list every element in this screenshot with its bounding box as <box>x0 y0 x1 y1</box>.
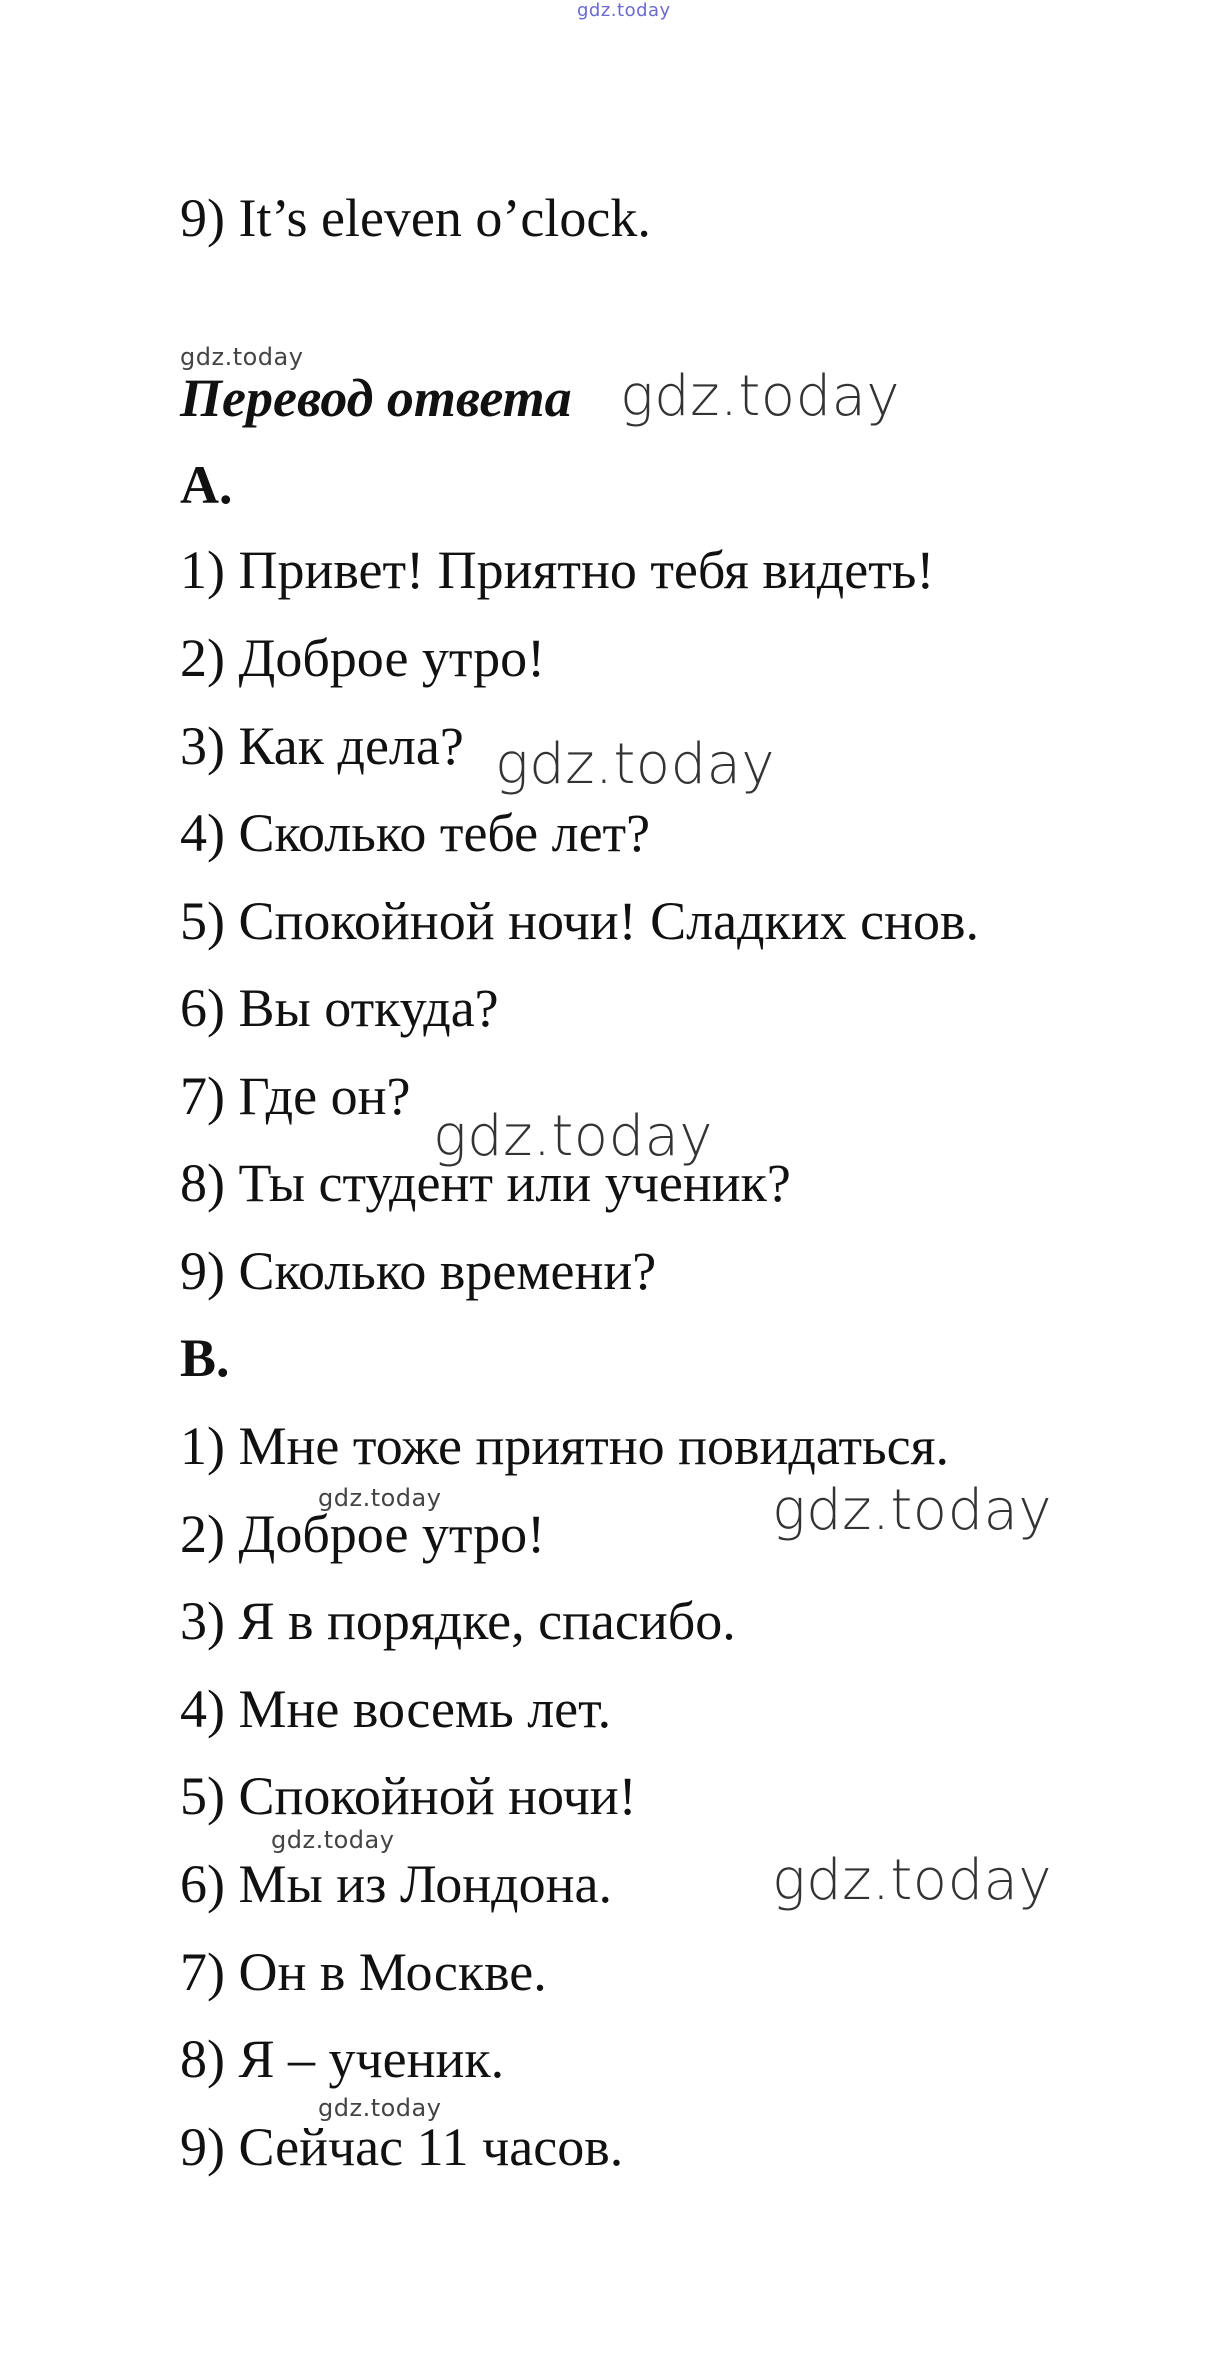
section-b-item-2: 2) Доброе утро! <box>180 1504 546 1564</box>
section-b-label: B. <box>180 1328 230 1388</box>
section-a-item-9: 9) Сколько времени? <box>180 1241 657 1301</box>
section-b-item-1: 1) Мне тоже приятно повидаться. <box>180 1416 949 1476</box>
watermark-small-b2: gdz.today <box>318 1484 442 1512</box>
watermark-b6: gdz.today <box>772 1848 1053 1913</box>
section-b-item-8: 8) Я – ученик. <box>180 2029 505 2089</box>
section-a-item-3: 3) Как дела? <box>180 716 464 776</box>
section-b-item-3: 3) Я в порядке, спасибо. <box>180 1591 736 1651</box>
section-a-label: A. <box>180 455 233 515</box>
watermark-top: gdz.today <box>577 0 671 21</box>
watermark-a7: gdz.today <box>433 1104 714 1169</box>
watermark-small-b6: gdz.today <box>271 1826 395 1854</box>
translation-heading: Перевод ответа <box>180 368 572 428</box>
watermark-b2: gdz.today <box>772 1478 1053 1543</box>
section-a-item-1: 1) Привет! Приятно тебя видеть! <box>180 540 935 600</box>
section-a-item-5: 5) Спокойной ночи! Сладких снов. <box>180 891 980 951</box>
section-a-item-7: 7) Где он? <box>180 1066 411 1126</box>
section-b-item-5: 5) Спокойной ночи! <box>180 1766 637 1826</box>
section-a-item-6: 6) Вы откуда? <box>180 978 499 1038</box>
watermark-heading: gdz.today <box>620 364 901 429</box>
section-a-item-8: 8) Ты студент или ученик? <box>180 1153 791 1213</box>
section-a-item-2: 2) Доброе утро! <box>180 628 546 688</box>
top-english-line: 9) It’s eleven o’clock. <box>180 188 651 248</box>
watermark-a3: gdz.today <box>495 732 776 797</box>
section-b-item-9: 9) Сейчас 11 часов. <box>180 2117 624 2177</box>
watermark-small-b9: gdz.today <box>318 2094 442 2122</box>
watermark-small-heading: gdz.today <box>180 343 304 371</box>
section-a-item-4: 4) Сколько тебе лет? <box>180 803 651 863</box>
section-b-item-6: 6) Мы из Лондона. <box>180 1854 613 1914</box>
section-b-item-7: 7) Он в Москве. <box>180 1942 547 2002</box>
section-b-item-4: 4) Мне восемь лет. <box>180 1679 612 1739</box>
